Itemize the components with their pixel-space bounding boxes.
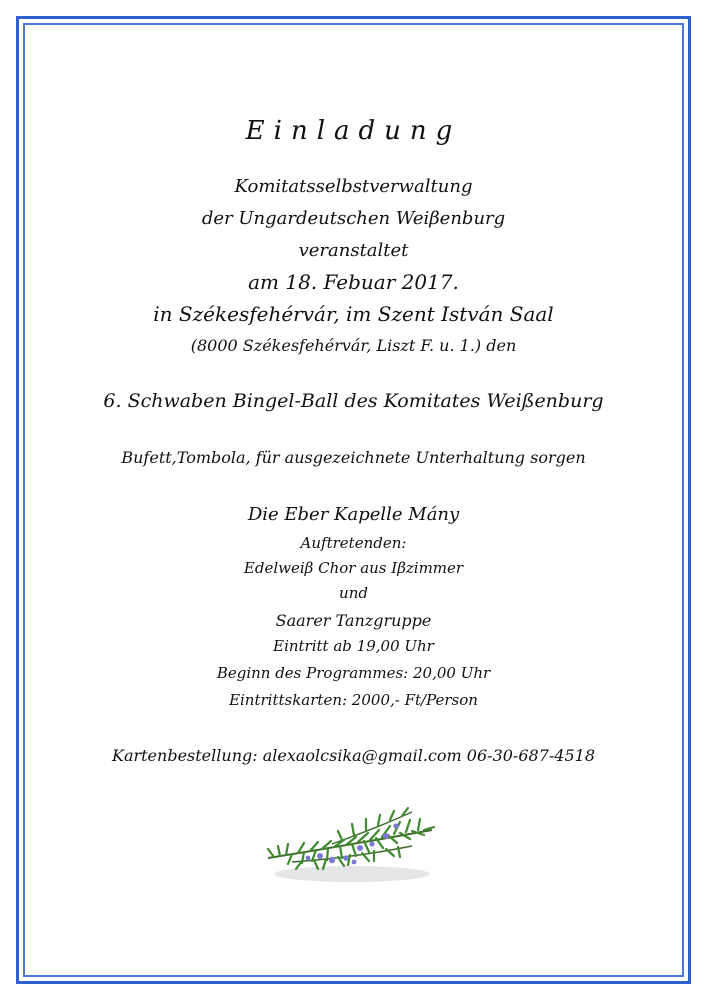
entry-time: Eintritt ab 19,00 Uhr	[273, 637, 434, 655]
organizer-line-3: veranstaltet	[298, 240, 409, 261]
event-date: am 18. Febuar 2017.	[248, 270, 459, 294]
band-line: Die Eber Kapelle Mány	[247, 504, 460, 525]
ticket-price: Eintrittskarten: 2000,- Ft/Person	[229, 691, 478, 709]
ticket-booking-contact: Kartenbestellung: alexaolcsika@gmail.com 06-30-687-4518	[111, 746, 595, 765]
program-start: Beginn des Programmes: 20,00 Uhr	[216, 664, 491, 682]
services-line: Bufett,Tombola, für ausgezeichnete Unterhaltung sorgen	[121, 448, 586, 467]
venue-address: (8000 Székesfehérvár, Liszt F. u. 1.) den	[190, 336, 517, 355]
performer-1: Edelweiβ Chor aus Iβzimmer	[243, 559, 464, 577]
performer-and: und	[339, 584, 368, 602]
organizer-line-2: der Ungardeutschen Weiβenburg	[201, 208, 506, 229]
organizer-line-1: Komitatsselbstverwaltung	[234, 176, 473, 197]
performers-heading: Auftretenden:	[300, 534, 407, 552]
event-venue: in Székesfehérvár, im Szent István Saal	[153, 302, 554, 326]
event-name: 6. Schwaben Bingel-Ball des Komitates Weißenburg	[103, 390, 604, 412]
performer-2: Saarer Tanzgruppe	[275, 611, 432, 630]
rosemary-sprig-icon	[262, 800, 442, 890]
invitation-title: Einladung	[245, 116, 462, 146]
